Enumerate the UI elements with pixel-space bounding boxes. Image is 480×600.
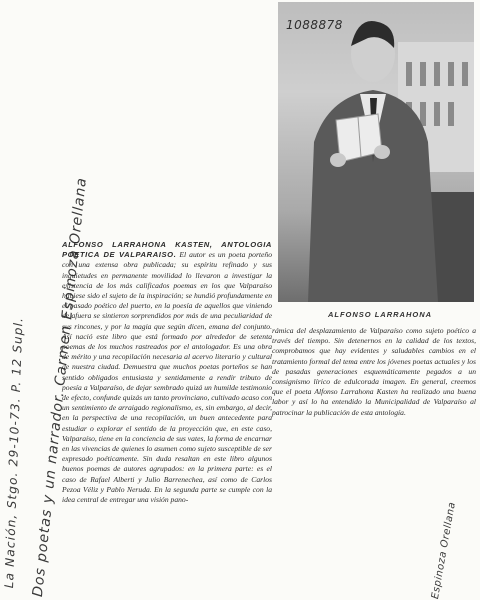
- photo-caption: ALFONSO LARRAHONA: [327, 310, 433, 319]
- handwritten-author-note: Espinoza Orellana: [430, 501, 458, 600]
- photo-illustration: [278, 2, 474, 302]
- article-heading: ALFONSO LARRAHONA KASTEN, ANTOLOGIA POETICA DE VALPARAISO.: [62, 240, 272, 260]
- handwritten-source-note: La Nación, Stgo. 29-10-73. P. 12 Supl.: [2, 316, 26, 589]
- article-right-column: [272, 326, 476, 418]
- article-left-column: [62, 240, 272, 505]
- handwritten-photo-number: 1088878: [286, 18, 343, 32]
- article-right-body: rámica del desplazamiento de Valparaíso como sujeto poético a través del tiempo. Sin detenernos en la calidad de los textos, comprobamos que hay evidentes y saludables cambios en el tratamiento formal del tema entre los jóvenes poetas actuales y los de pasadas generaciones esquemáticamente pegados a un consignismo lírico de edulcorada imagen. En general, creemos que el poeta Alfonso Larrahona Kasten ha realizado una buena labor y así lo ha entendido la Municipalidad de Valparaíso al patrocinar la publicación de esta antología.: [272, 326, 476, 417]
- handwritten-title-note: Dos poetas y un narrador. Carmen Espinoza Orellana: [30, 176, 91, 598]
- author-photo: [278, 2, 474, 302]
- article-left-body: El autor es un poeta porteño con una extensa obra publicada; su espíritu refinado y sus inquietudes en permanente movilidad lo llevaron a investigar la existencia de los más calificados poemas en los que Valparaíso hubiese sido el sujeto de la inspiración; se hundió profundamente en el pasado poético del puerto, en la poesía de aquellos que viniendo de afuera se sintieron sorprendidos por más de una peculiaridad de sus rincones, y por la magia que según dicen, emana del conjunto. Así nació este libro que está formado por alrededor de setenta poemas de los muchos rastreados por el antologador. Es una obra de mérito y una recopilación necesaria al acervo literario y cultural de nuestra ciudad. Demuestra que muchos poetas porteños se han sentido obligados entusiasta y sentidamente a rendir tributo de poesía a Valparaíso, de dejar sembrado quizá un humilde testimonio de efecto, confunde quizás un tanto provinciano, cultivado acaso con un sentimiento de arraigado regionalismo, es, sin embargo, al decir, en la perspectiva de una recopilación, un buen antecedente para estudiar o explorar el sentido de la proyección que, en este caso, Valparaíso, tiene en la conciencia de sus vates, la forma de encarnar en las vivencias de quienes lo asumen como sujeto susceptible de ser expresado poéticamente. Sin duda resaltan en este libro algunos buenos poemas de autores agrupados: en la primera parte: es el caso de Rafael Alberti y Julio Barrenechea, así como de Carlos Pezoa Véliz y Pablo Neruda. En la segunda parte se cumple con la idea central de entregar una visión pano-: [62, 250, 272, 505]
